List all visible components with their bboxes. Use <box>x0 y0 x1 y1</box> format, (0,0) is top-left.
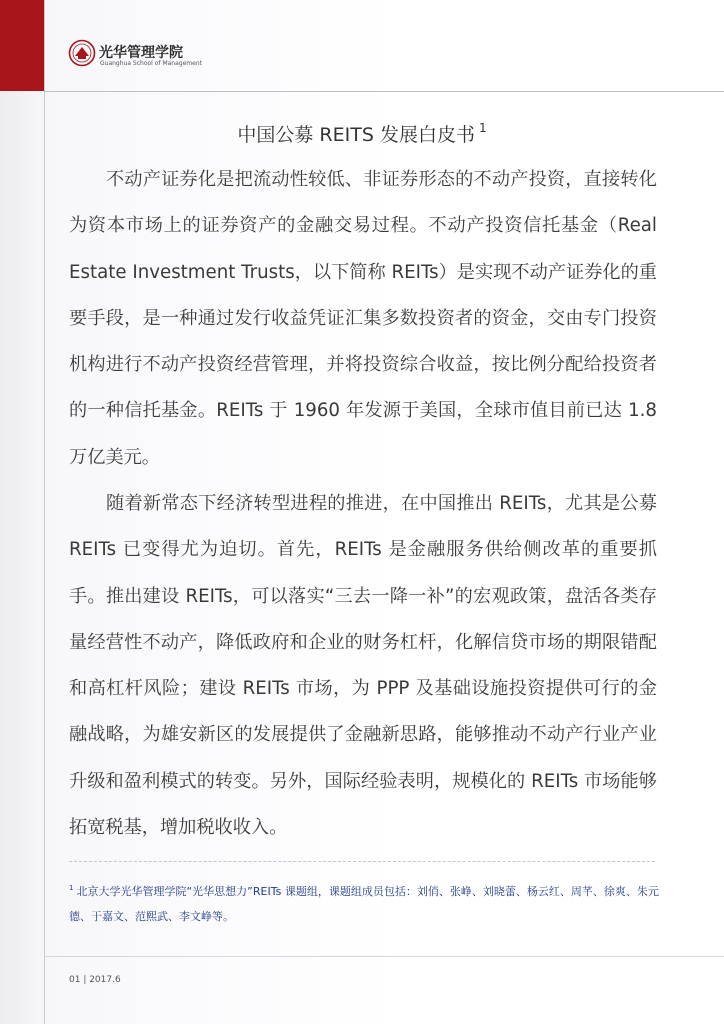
footnote <box>69 876 659 929</box>
page-title <box>0 120 724 147</box>
header-red-bar <box>0 0 44 91</box>
school-logo <box>68 39 202 73</box>
footnote-text: 北京大学光华管理学院“光华思想力”REITs 课题组，课题组成员包括：刘俏、张峥、刘晓蕾、杨云红、周芊、徐爽、朱元德、于嘉文、范熙武、李文峥等。 <box>69 885 659 923</box>
footnote-divider <box>69 861 655 862</box>
title-text: 中国公募 REITS 发展白皮书 <box>237 124 475 146</box>
body-paragraph-2: 随着新常态下经济转型进程的推进，在中国推出 REITs，尤其是公募 REITs 已变得尤为迫切。首先，REITs 是金融服务供给侧改革的重要抓手。推出建设 REITs，可以落实“三去一降一补”的宏观政策，盘活各类存量经营性不动产，降低政府和企业的财务杠杆，化解信贷市场的期限错配和高杠杆风险；建设 REITs 市场，为 PPP 及基础设施投资提供可行的金融战略，为雄安新区的发展提供了金融新思路，能够推动不动产行业产业升级和盈利模式的转变。另外，国际经验表明，规模化的 REITs 市场能够拓宽税基，增加税收收入。 <box>69 493 657 839</box>
logo-subtitle: Guanghua School of Management <box>100 60 202 67</box>
title-footnote-mark: 1 <box>478 121 487 135</box>
seal-icon <box>68 39 96 67</box>
footer-rule <box>44 956 724 957</box>
header-rule <box>44 91 724 92</box>
logo-name: 光华管理学院 <box>99 45 183 61</box>
footnote-mark: 1 <box>69 884 74 892</box>
left-margin-rule <box>44 0 45 1024</box>
body-paragraph-1: 不动产证券化是把流动性较低、非证券形态的不动产投资，直接转化为资本市场上的证券资产的金融交易过程。不动产投资信托基金（Real Estate Investment Trusts，以下简称 REITs）是实现不动产证券化的重要手段，是一种通过发行收益凭证汇集多数投资者的资金，交由专门投资机构进行不动产投资经营管理，并将投资综合收益，按比例分配给投资者的一种信托基金。REITs 于 1960 年发源于美国，全球市值目前已达 1.8 万亿美元。 <box>69 169 657 468</box>
page-footer: 01 | 2017.6 <box>69 975 121 985</box>
